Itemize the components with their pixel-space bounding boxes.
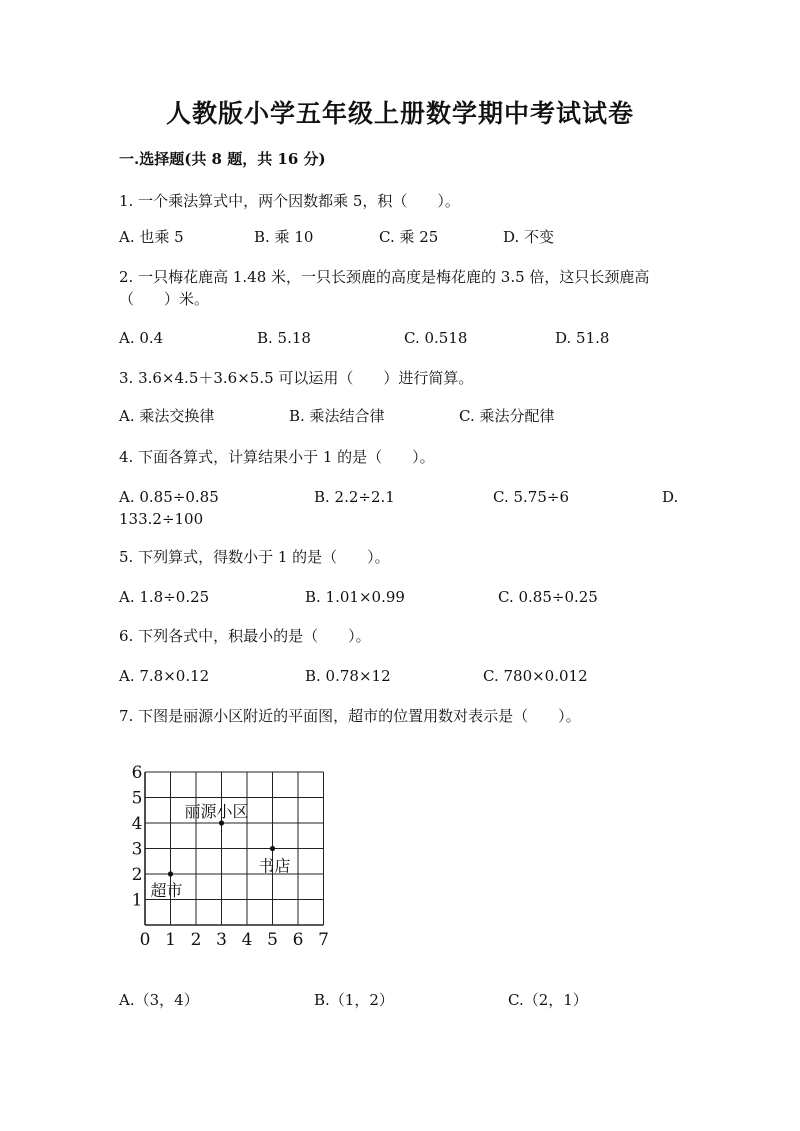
y-tick-label: 5	[131, 788, 143, 809]
q3-option-c[interactable]: C. 乘法分配律	[459, 407, 555, 425]
x-tick-label: 1	[165, 930, 176, 950]
q4-option-b[interactable]: B. 2.2÷2.1	[314, 488, 395, 506]
q5-option-a[interactable]: A. 1.8÷0.25	[119, 588, 210, 606]
q2-option-b[interactable]: B. 5.18	[257, 329, 311, 347]
page-title: 人教版小学五年级上册数学期中考试试卷	[165, 99, 634, 128]
x-tick-label: 3	[216, 930, 227, 950]
q2-option-c[interactable]: C. 0.518	[404, 329, 468, 347]
x-tick-label: 2	[190, 930, 202, 950]
q7-option-a[interactable]: A.（3，4）	[119, 991, 199, 1009]
q1-option-d[interactable]: D. 不变	[503, 228, 555, 246]
x-tick-label: 7	[318, 930, 329, 950]
q3-option-b[interactable]: B. 乘法结合律	[289, 407, 385, 425]
question-3: 3. 3.6×4.5＋3.6×5.5 可以运用（ ）进行简算。	[119, 369, 474, 387]
q6-option-c[interactable]: C. 780×0.012	[483, 667, 588, 685]
y-tick-label: 4	[131, 814, 143, 834]
q3-option-a[interactable]: A. 乘法交换律	[119, 407, 215, 425]
map-grid-figure	[125, 760, 335, 950]
location-point	[168, 871, 173, 876]
location-point	[219, 820, 224, 825]
x-tick-label: 4	[241, 930, 253, 950]
q4-option-c[interactable]: C. 5.75÷6	[493, 488, 569, 506]
location-label: 丽源小区	[184, 802, 249, 821]
question-4: 4. 下面各算式，计算结果小于 1 的是（ ）。	[119, 448, 435, 466]
q7-option-c[interactable]: C.（2，1）	[508, 991, 588, 1009]
q6-option-a[interactable]: A. 7.8×0.12	[119, 667, 210, 685]
y-tick-label: 3	[131, 839, 143, 860]
map-grid	[125, 760, 335, 950]
q5-option-c[interactable]: C. 0.85÷0.25	[498, 588, 598, 606]
q4-option-d[interactable]: D.	[662, 488, 679, 506]
question-6: 6. 下列各式中，积最小的是（ ）。	[119, 627, 371, 645]
q1-option-b[interactable]: B. 乘 10	[254, 228, 314, 246]
question-2: 2. 一只梅花鹿高 1.48 米，一只长颈鹿的高度是梅花鹿的 3.5 倍，这只长颈鹿高（ ）米。	[119, 268, 650, 308]
x-tick-label: 5	[267, 930, 278, 950]
section-heading: 一.选择题(共 8 题，共 16 分)	[119, 150, 326, 168]
q4-option-d-value[interactable]: 133.2÷100	[119, 510, 204, 528]
x-tick-label: 6	[292, 930, 304, 950]
question-7: 7. 下图是丽源小区附近的平面图，超市的位置用数对表示是（ ）。	[119, 707, 581, 725]
question-5: 5. 下列算式，得数小于 1 的是（ ）。	[119, 548, 390, 566]
q6-option-b[interactable]: B. 0.78×12	[305, 667, 391, 685]
question-1: 1. 一个乘法算式中，两个因数都乘 5，积（ ）。	[119, 192, 460, 210]
y-tick-label: 2	[131, 865, 143, 885]
location-label: 超市	[150, 881, 183, 900]
x-tick-label: 0	[139, 930, 151, 950]
q7-option-b[interactable]: B.（1，2）	[314, 991, 394, 1009]
y-tick-label: 1	[131, 890, 143, 911]
location-label: 书店	[258, 856, 291, 876]
q2-option-a[interactable]: A. 0.4	[119, 329, 164, 347]
q2-option-d[interactable]: D. 51.8	[555, 329, 610, 347]
y-tick-label: 6	[131, 763, 143, 783]
q1-option-a[interactable]: A. 也乘 5	[119, 228, 184, 246]
q5-option-b[interactable]: B. 1.01×0.99	[305, 588, 405, 606]
q1-option-c[interactable]: C. 乘 25	[379, 228, 439, 246]
q4-option-a[interactable]: A. 0.85÷0.85	[119, 488, 219, 506]
location-point	[270, 846, 275, 851]
